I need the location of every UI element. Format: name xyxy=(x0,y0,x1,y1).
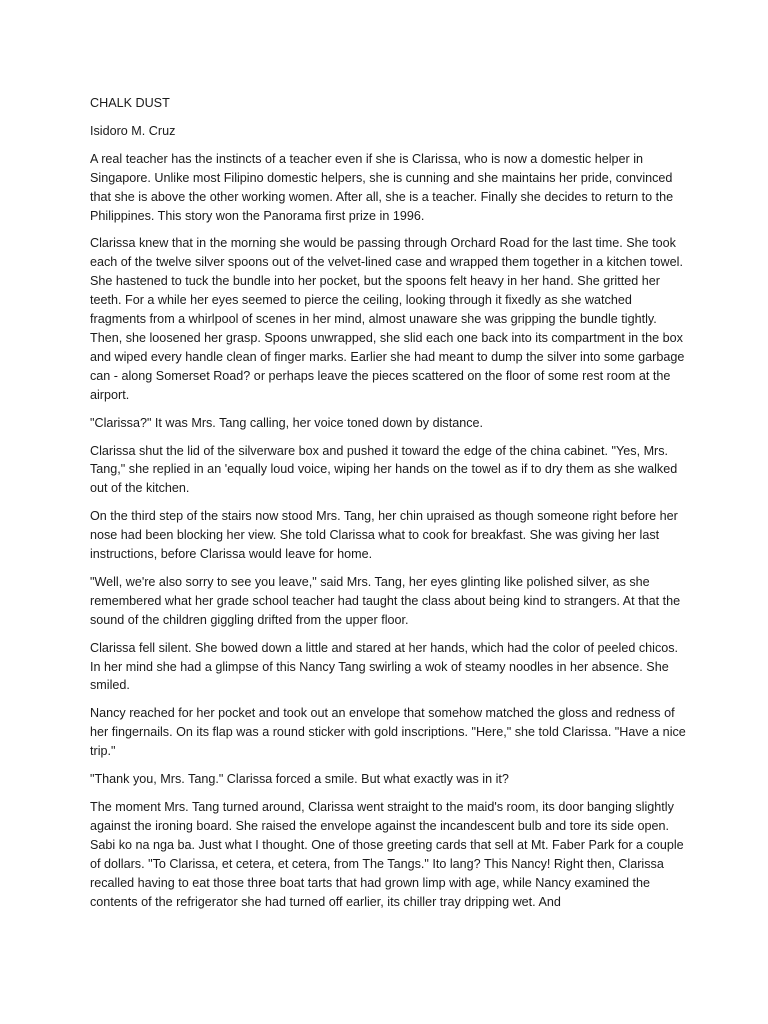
paragraph-intro: A real teacher has the instincts of a teacher even if she is Clarissa, who is now a domestic helper in Singapore. Unlike most Filipino domestic helpers, she is cunning and she maintains her pride, convinced that she is above the other working women. After all, she is a teacher. Finally she decides to return to the Philippines. This story won the Panorama first prize in 1996. xyxy=(90,151,674,223)
paragraph: Clarissa knew that in the morning she would be passing through Orchard Road for the last time. She took each of the twelve silver spoons out of the velvet-lined case and wrapped them together in a kitchen towel. She hastened to tuck the bundle into her pocket, but the spoons felt heavy in her hand. She gritted her teeth. For a while her eyes seemed to pierce the ceiling, looking through it fixedly as she watched fragments from a whirlpool of scenes in her mind, almost unaware she was gripping the bundle tightly. Then, she loosened her grasp. Spoons unwrapped, she slid each one back into its compartment in the box and wiped every handle clean of finger marks. Earlier she had meant to dump the silver into some garbage can - along Somerset Road? or perhaps leave the pieces scattered on the floor of some rest room at the airport. xyxy=(90,236,685,402)
paragraph: On the third step of the stairs now stood Mrs. Tang, her chin upraised as though someone right before her nose had been blocking her view. She told Clarissa what to cook for breakfast. She was giving her last instructions, before Clarissa would leave for home. xyxy=(90,509,678,562)
document-author: Isidoro M. Cruz xyxy=(90,123,176,138)
paragraph: "Thank you, Mrs. Tang." Clarissa forced a smile. But what exactly was in it? xyxy=(90,772,509,787)
paragraph: The moment Mrs. Tang turned around, Clarissa went straight to the maid's room, its door banging slightly against the ironing board. She raised the envelope against the incandescent bulb and tore its side open. Sabi ko na nga ba. Just what I thought. One of those greeting cards that sell at Mt. Faber Park for a couple of dollars. "To Clarissa, et cetera, et cetera, from The Tangs." Ito lang? This Nancy! Right then, Clarissa recalled having to eat those three boat tarts that had grown limp with age, while Nancy examined the contents of the refrigerator she had turned off earlier, its chiller tray dripping wet. And xyxy=(90,800,684,909)
document-title: CHALK DUST xyxy=(90,96,170,110)
paragraph: Nancy reached for her pocket and took out an envelope that somehow matched the gloss and redness of her fingernails. On its flap was a round sticker with gold inscriptions. "Here," she told Clarissa. "Have a nice trip." xyxy=(90,706,686,759)
document-page xyxy=(90,94,690,920)
paragraph: Clarissa fell silent. She bowed down a little and stared at her hands, which had the color of peeled chicos. In her mind she had a glimpse of this Nancy Tang swirling a wok of steamy noodles in her absence. She smiled. xyxy=(90,640,679,693)
paragraph: "Well, we're also sorry to see you leave," said Mrs. Tang, her eyes glinting like polished silver, as she remembered what her grade school teacher had taught the class about being kind to strangers. At that the sound of the children giggling drifted from the upper floor. xyxy=(90,574,681,627)
paragraph: "Clarissa?" It was Mrs. Tang calling, her voice toned down by distance. xyxy=(90,415,484,430)
paragraph: Clarissa shut the lid of the silverware box and pushed it toward the edge of the china cabinet. "Yes, Mrs. Tang," she replied in an 'equally loud voice, wiping her hands on the towel as if to dry them as she walked out of the kitchen. xyxy=(90,443,678,496)
